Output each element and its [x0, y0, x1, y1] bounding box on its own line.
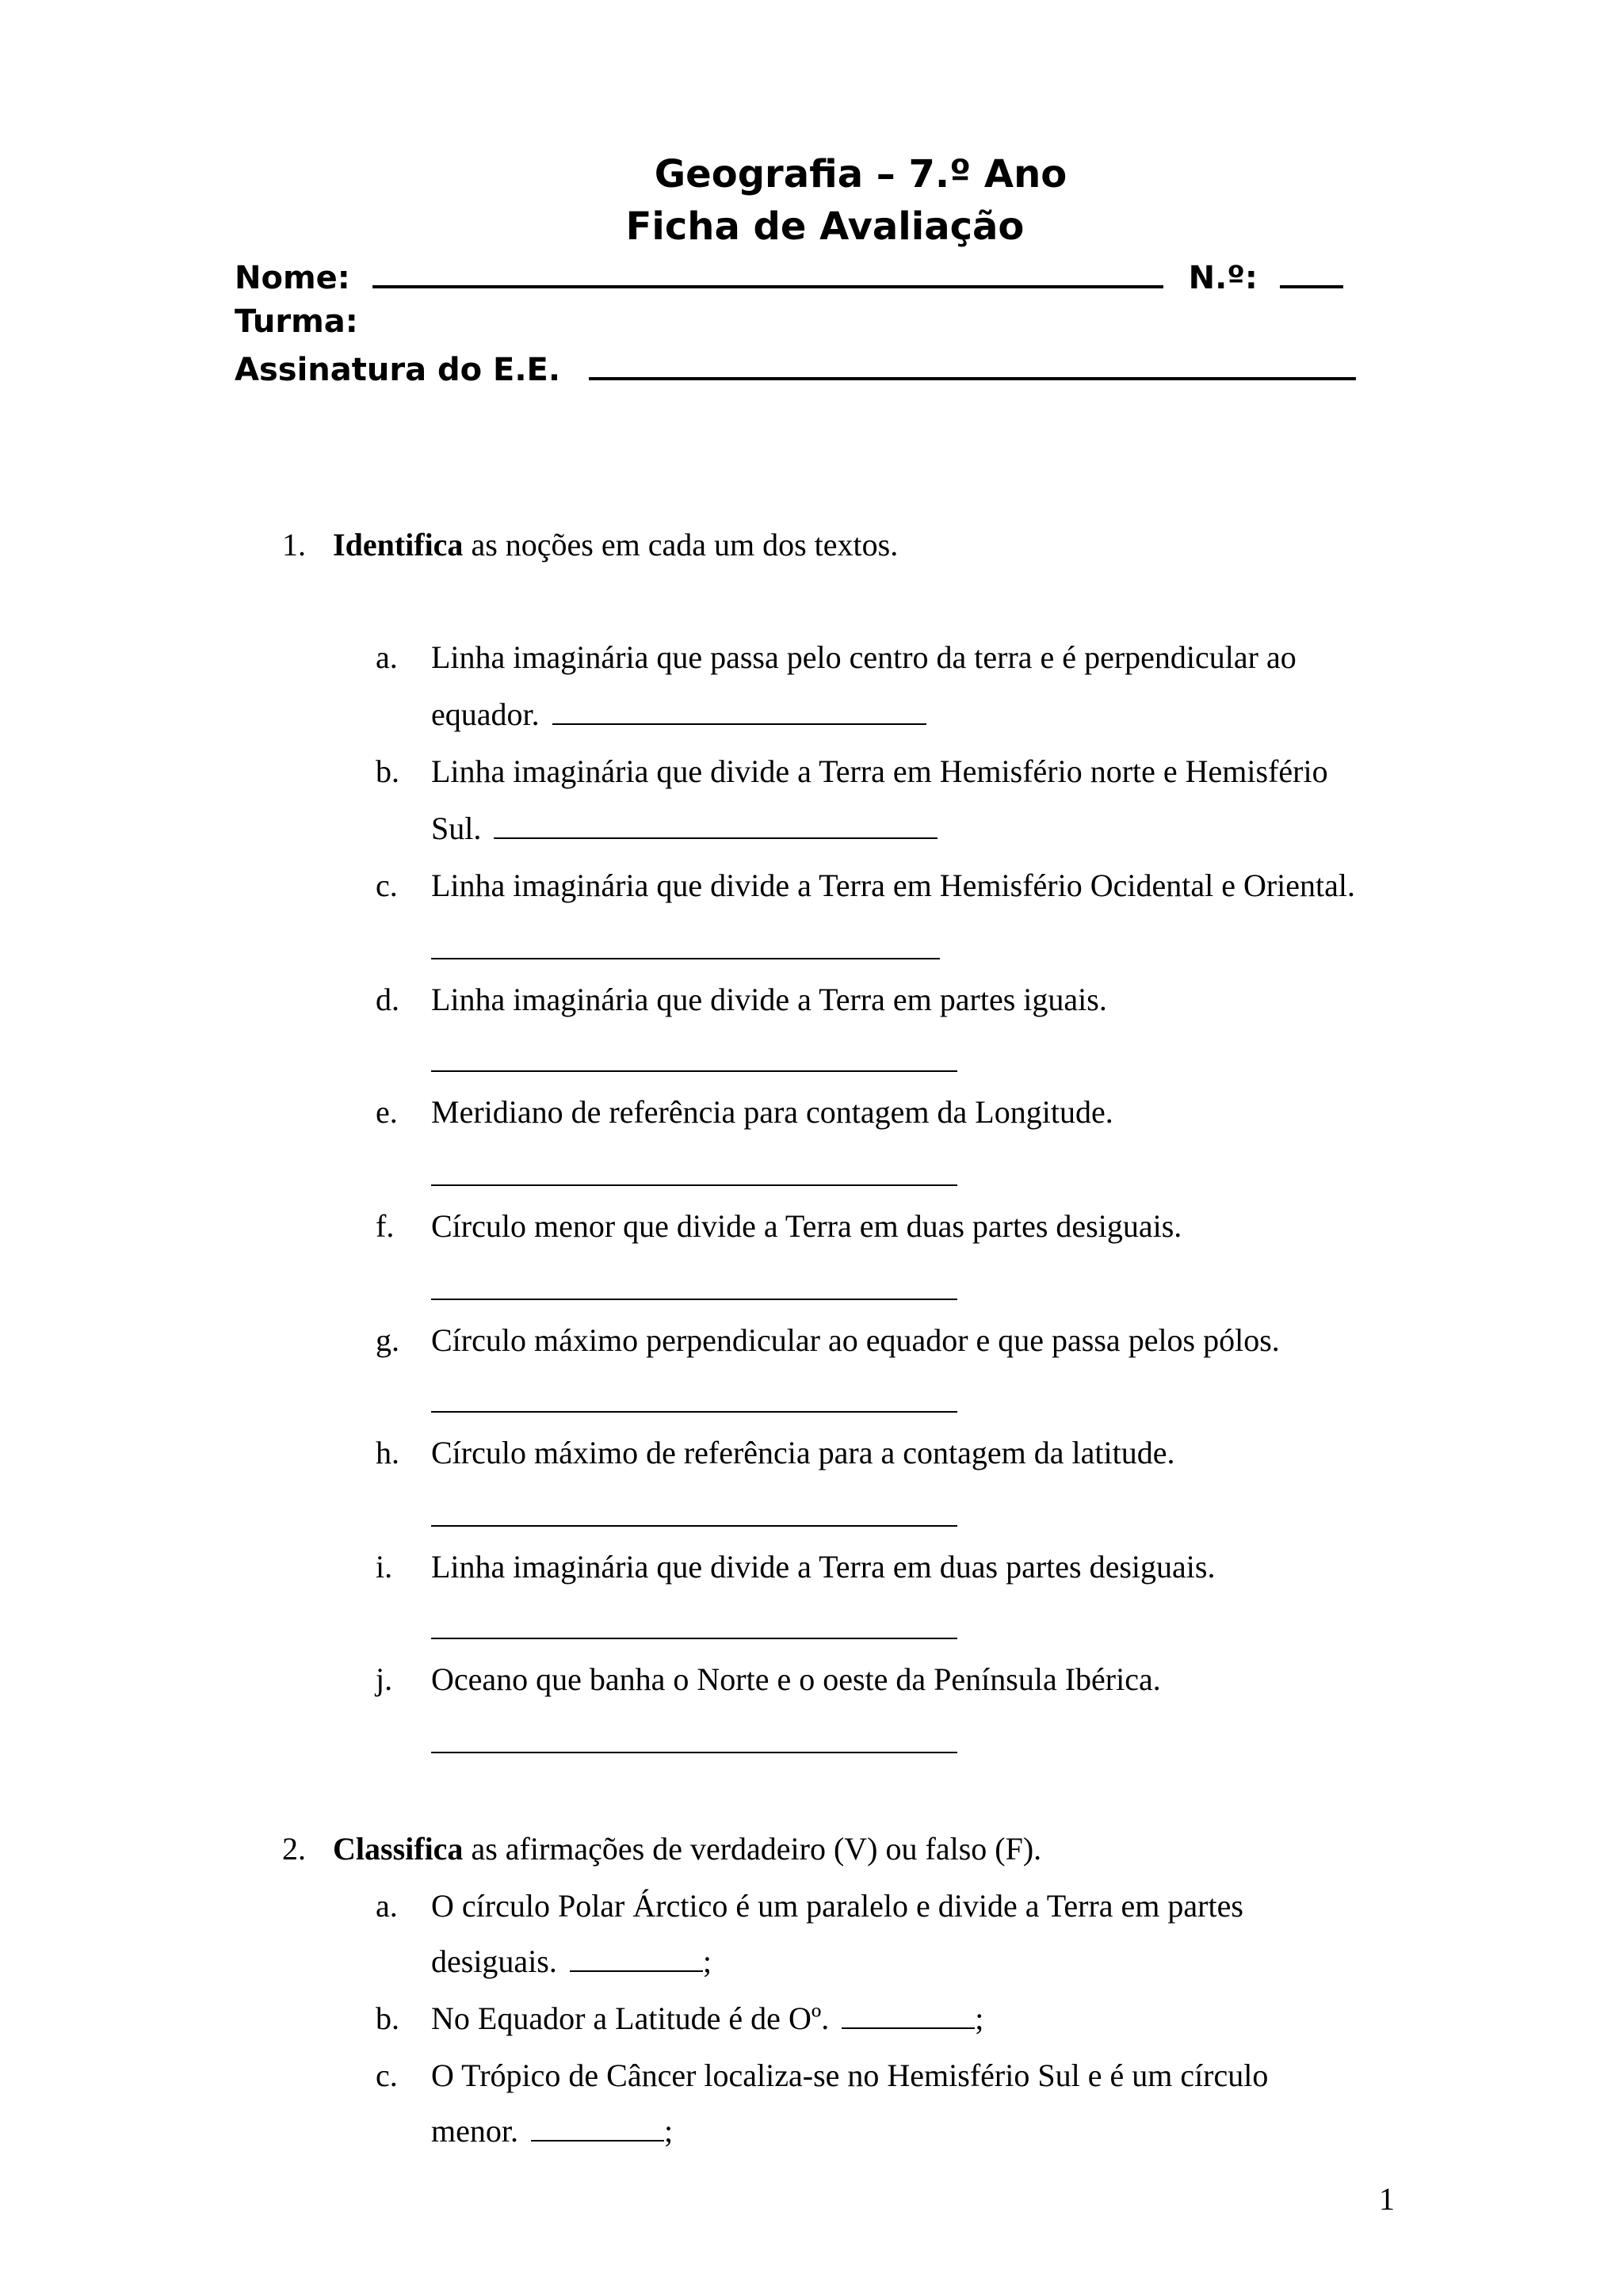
q1-item-text: Oceano que banha o Norte e o oeste da Península Ibérica. [431, 1661, 1161, 1697]
nome-row [235, 257, 1343, 297]
answer-blank[interactable] [431, 1299, 957, 1300]
q2-item-a-cont [431, 1943, 712, 1981]
q2-item-text: No Equador a Latitude é de Oº. [431, 2000, 830, 2036]
q2-item-end: ; [663, 2113, 674, 2149]
question-1-text: as noções em cada um dos textos. [463, 527, 899, 563]
q1-item-letter: e. [376, 1094, 398, 1130]
q1-item-letter: i. [376, 1549, 393, 1585]
nome-blank[interactable] [372, 257, 1163, 288]
q1-item-a-cont [431, 696, 926, 734]
q1-item-text-cont: equador. [431, 696, 540, 732]
q2-item-text: O Trópico de Câncer localiza-se no Hemisfério Sul e é um círculo [431, 2058, 1269, 2093]
assinatura-label: Assinatura do E.E. [235, 352, 561, 388]
q1-item-text: Círculo menor que divide a Terra em duas partes desiguais. [431, 1208, 1182, 1244]
q1-item-text: Meridiano de referência para contagem da Longitude. [431, 1094, 1113, 1130]
q1-item-letter: d. [376, 982, 399, 1017]
q1-item-letter: f. [376, 1208, 395, 1244]
question-2-text: as afirmações de verdadeiro (V) ou falso (F). [463, 1831, 1042, 1867]
question-1-verb: Identifica [333, 527, 464, 563]
numero-blank[interactable] [1280, 257, 1343, 288]
q2-item-text-cont: menor. [431, 2113, 518, 2149]
answer-blank[interactable] [842, 2004, 975, 2029]
answer-blank[interactable] [431, 1184, 957, 1186]
nome-label: Nome: [235, 260, 350, 296]
q1-item-text: Círculo máximo de referência para a contagem da latitude. [431, 1435, 1175, 1470]
turma-label: Turma: [235, 303, 358, 340]
answer-blank[interactable] [431, 1638, 957, 1639]
q1-item-letter: j. [376, 1661, 393, 1697]
question-2-verb: Classifica [333, 1831, 464, 1867]
answer-blank[interactable] [431, 1411, 957, 1413]
question-2 [282, 1830, 1041, 1868]
q2-item-end: ; [975, 2000, 984, 2036]
q1-item-text: Linha imaginária que divide a Terra em partes iguais. [431, 982, 1107, 1017]
answer-blank[interactable] [431, 1070, 957, 1072]
q2-item-end: ; [702, 1943, 712, 1979]
answer-blank[interactable] [431, 958, 940, 959]
page-number: 1 [1379, 2181, 1395, 2217]
answer-blank[interactable] [431, 1525, 957, 1527]
q2-item-letter: a. [376, 1888, 398, 1924]
answer-blank[interactable] [431, 1752, 957, 1753]
answer-blank[interactable] [570, 1947, 703, 1972]
q1-item-text: Linha imaginária que divide a Terra em Hemisfério norte e Hemisfério [431, 753, 1328, 789]
numero-label: N.º: [1188, 260, 1258, 296]
q1-item-text: Linha imaginária que divide a Terra em Hemisfério Ocidental e Oriental. [431, 868, 1355, 903]
question-1 [282, 526, 898, 564]
q2-item-c-cont [431, 2112, 673, 2150]
title-subject: Geografia – 7.º Ano [654, 152, 1067, 196]
q2-item-text: O círculo Polar Árctico é um paralelo e divide a Terra em partes [431, 1888, 1243, 1924]
q1-item-b-cont [431, 810, 938, 848]
q2-item-letter: c. [376, 2058, 398, 2093]
q2-item-letter: b. [376, 2000, 399, 2036]
question-1-number: 1. [282, 527, 306, 563]
q2-item-text-cont: desiguais. [431, 1943, 557, 1979]
q1-item-letter: g. [376, 1322, 399, 1358]
q1-item-text: Círculo máximo perpendicular ao equador e que passa pelos pólos. [431, 1322, 1280, 1358]
title-worksheet: Ficha de Avaliação [625, 204, 1025, 249]
q2-item-b-line [431, 2000, 983, 2038]
q1-item-text: Linha imaginária que divide a Terra em duas partes desiguais. [431, 1549, 1216, 1585]
q1-item-letter: a. [376, 639, 398, 675]
q1-item-text: Linha imaginária que passa pelo centro da terra e é perpendicular ao [431, 639, 1296, 675]
answer-blank[interactable] [552, 700, 926, 725]
assinatura-blank[interactable] [589, 349, 1356, 380]
q1-item-letter: h. [376, 1435, 399, 1470]
answer-blank[interactable] [494, 814, 938, 839]
q1-item-letter: c. [376, 868, 398, 903]
answer-blank[interactable] [531, 2116, 664, 2142]
question-2-number: 2. [282, 1831, 306, 1867]
assinatura-row [235, 349, 1356, 389]
q1-item-letter: b. [376, 753, 399, 789]
q1-item-text-cont: Sul. [431, 810, 482, 846]
